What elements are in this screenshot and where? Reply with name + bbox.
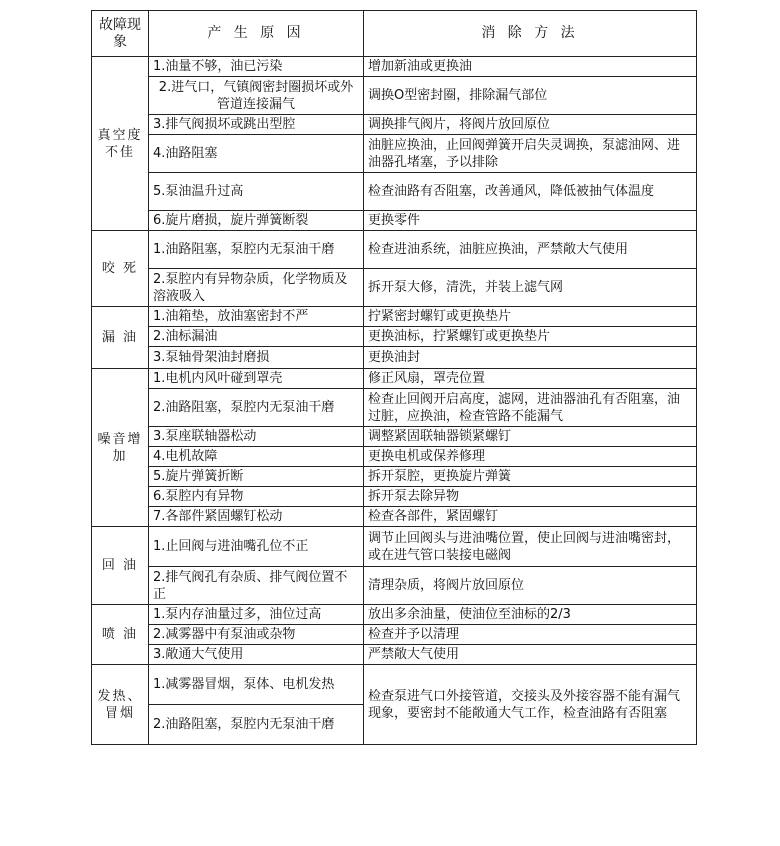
cause-cell: 5.旋片弹簧折断 xyxy=(149,467,364,487)
cause-cell: 2.油路阻塞，泵腔内无泵油干磨 xyxy=(149,705,364,745)
remedy-cell: 更换零件 xyxy=(364,211,697,231)
cause-cell: 1.止回阀与进油嘴孔位不正 xyxy=(149,527,364,567)
cause-cell: 3.排气阀损坏或跳出型腔 xyxy=(149,115,364,135)
table-row xyxy=(92,57,697,77)
remedy-cell: 检查各部件，紧固螺钉 xyxy=(364,507,697,527)
remedy-cell: 放出多余油量，使油位至油标的2/3 xyxy=(364,605,697,625)
header-row xyxy=(92,11,697,57)
table-row xyxy=(92,507,697,527)
table-row xyxy=(92,645,697,665)
remedy-cell: 更换油封 xyxy=(364,347,697,369)
header-remedy: 消 除 方 法 xyxy=(364,11,697,57)
table-row xyxy=(92,115,697,135)
remedy-cell: 检查泵进气口外接管道，交接头及外接容器不能有漏气现象，要密封不能敞通大气工作，检查油路有否阻塞 xyxy=(364,665,697,745)
table-row xyxy=(92,77,697,115)
cause-cell: 1.减雾器冒烟，泵体、电机发热 xyxy=(149,665,364,705)
cause-cell: 2.油标漏油 xyxy=(149,327,364,347)
remedy-cell: 增加新油或更换油 xyxy=(364,57,697,77)
remedy-cell: 检查并予以清理 xyxy=(364,625,697,645)
cause-cell: 1.油路阻塞，泵腔内无泵油干磨 xyxy=(149,231,364,269)
cause-cell: 1.油箱垫，放油塞密封不严 xyxy=(149,307,364,327)
table-row xyxy=(92,173,697,211)
table-row xyxy=(92,427,697,447)
table-row xyxy=(92,307,697,327)
header-cause: 产 生 原 因 xyxy=(149,11,364,57)
symptom-cell: 咬 死 xyxy=(92,231,149,307)
remedy-cell: 拆开泵腔，更换旋片弹簧 xyxy=(364,467,697,487)
cause-cell: 2.进气口，气镇阀密封圈损坏或外管道连接漏气 xyxy=(149,77,364,115)
table-row xyxy=(92,665,697,705)
remedy-cell: 严禁敞大气使用 xyxy=(364,645,697,665)
table-row xyxy=(92,135,697,173)
remedy-cell: 拆开泵大修，清洗，并装上滤气网 xyxy=(364,269,697,307)
remedy-cell: 拆开泵去除异物 xyxy=(364,487,697,507)
cause-cell: 2.油路阻塞，泵腔内无泵油干磨 xyxy=(149,389,364,427)
remedy-cell: 拧紧密封螺钉或更换垫片 xyxy=(364,307,697,327)
table-row xyxy=(92,605,697,625)
symptom-cell: 漏 油 xyxy=(92,307,149,369)
remedy-cell: 清理杂质，将阀片放回原位 xyxy=(364,567,697,605)
symptom-cell: 真空度不佳 xyxy=(92,57,149,231)
cause-cell: 2.泵腔内有异物杂质，化学物质及溶液吸入 xyxy=(149,269,364,307)
remedy-cell: 调换排气阀片，将阀片放回原位 xyxy=(364,115,697,135)
table-row xyxy=(92,369,697,389)
remedy-cell: 检查止回阀开启高度，滤网，进油器油孔有否阻塞，油过脏，应换油，检查管路不能漏气 xyxy=(364,389,697,427)
table-row xyxy=(92,447,697,467)
cause-cell: 4.油路阻塞 xyxy=(149,135,364,173)
remedy-cell: 更换油标，拧紧螺钉或更换垫片 xyxy=(364,327,697,347)
table-body xyxy=(92,57,697,745)
symptom-cell: 回 油 xyxy=(92,527,149,605)
symptom-cell: 喷 油 xyxy=(92,605,149,665)
symptom-cell: 发热、冒烟 xyxy=(92,665,149,745)
header-symptom: 故障现象 xyxy=(92,11,149,57)
cause-cell: 1.泵内存油量过多，油位过高 xyxy=(149,605,364,625)
table-row xyxy=(92,467,697,487)
table-row xyxy=(92,527,697,567)
remedy-cell: 调节止回阀头与进油嘴位置，使止回阀与进油嘴密封，或在进气管口装接电磁阀 xyxy=(364,527,697,567)
table-row xyxy=(92,347,697,369)
table-row xyxy=(92,567,697,605)
remedy-cell: 修正风扇，罩壳位置 xyxy=(364,369,697,389)
cause-cell: 7.各部件紧固螺钉松动 xyxy=(149,507,364,527)
table-row xyxy=(92,327,697,347)
table-row xyxy=(92,389,697,427)
fault-table xyxy=(91,10,697,745)
table-row xyxy=(92,211,697,231)
table-row xyxy=(92,487,697,507)
cause-cell: 2.排气阀孔有杂质、排气阀位置不正 xyxy=(149,567,364,605)
table-row xyxy=(92,269,697,307)
remedy-cell: 调换O型密封圈，排除漏气部位 xyxy=(364,77,697,115)
cause-cell: 5.泵油温升过高 xyxy=(149,173,364,211)
remedy-cell: 检查油路有否阻塞，改善通风，降低被抽气体温度 xyxy=(364,173,697,211)
cause-cell: 1.油量不够，油已污染 xyxy=(149,57,364,77)
cause-cell: 6.泵腔内有异物 xyxy=(149,487,364,507)
table-row xyxy=(92,231,697,269)
cause-cell: 2.减雾器中有泵油或杂物 xyxy=(149,625,364,645)
cause-cell: 6.旋片磨损，旋片弹簧断裂 xyxy=(149,211,364,231)
cause-cell: 4.电机故障 xyxy=(149,447,364,467)
cause-cell: 3.泵座联轴器松动 xyxy=(149,427,364,447)
cause-cell: 1.电机内风叶碰到罩壳 xyxy=(149,369,364,389)
remedy-cell: 检查进油系统，油脏应换油，严禁敞大气使用 xyxy=(364,231,697,269)
remedy-cell: 更换电机或保养修理 xyxy=(364,447,697,467)
remedy-cell: 调整紧固联轴器锁紧螺钉 xyxy=(364,427,697,447)
symptom-cell: 噪音增加 xyxy=(92,369,149,527)
remedy-cell: 油脏应换油，止回阀弹簧开启失灵调换，泵滤油网、进油器孔堵塞，予以排除 xyxy=(364,135,697,173)
cause-cell: 3.敞通大气使用 xyxy=(149,645,364,665)
cause-cell: 3.泵轴骨架油封磨损 xyxy=(149,347,364,369)
table-row xyxy=(92,625,697,645)
